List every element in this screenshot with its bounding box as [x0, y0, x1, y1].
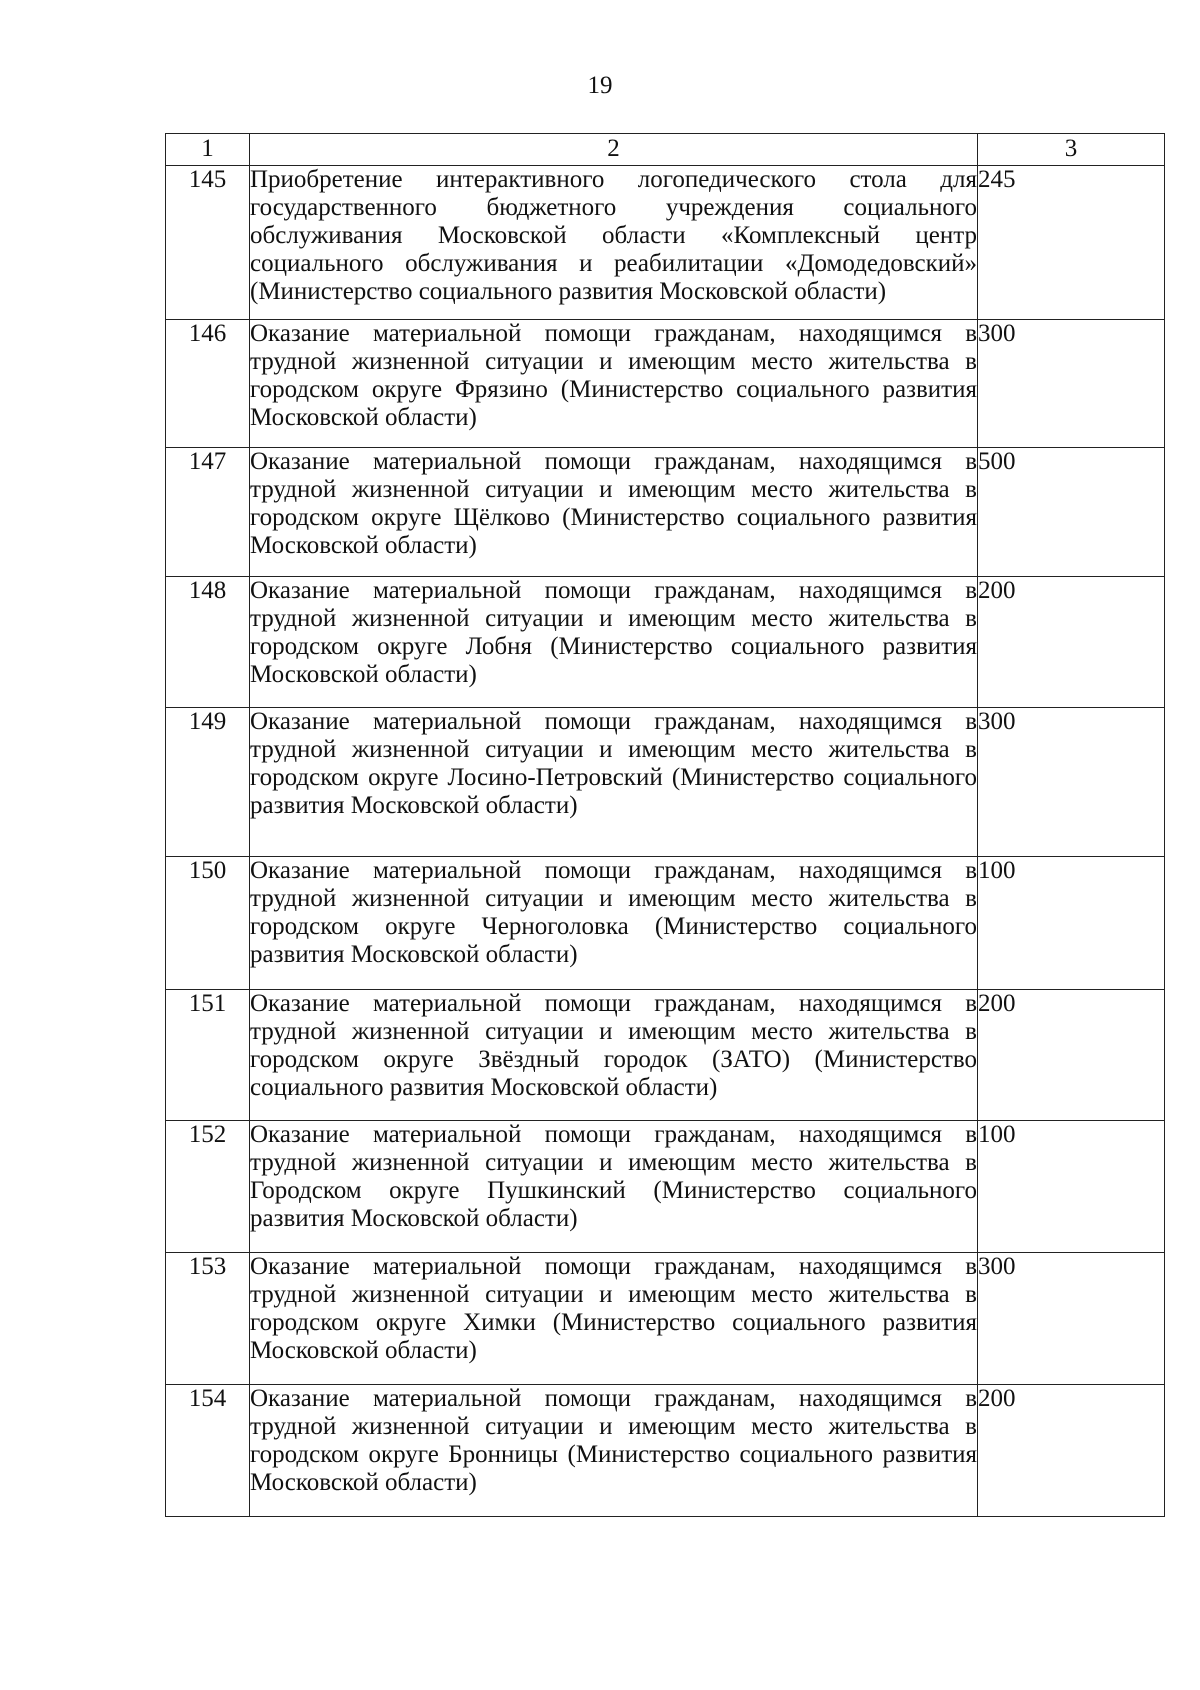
row-amount: 245: [978, 166, 1165, 320]
table-row: [166, 857, 1165, 990]
row-description: Оказание материальной помощи гражданам, находящимся в трудной жизненной ситуации и имеющим место жительства в городском округе Щёлково (Министерство социального развития Московской области): [250, 448, 978, 577]
table-header-row: [166, 134, 1165, 166]
row-amount: 500: [978, 448, 1165, 577]
table-row: [166, 1385, 1165, 1517]
document-table: [165, 133, 1165, 1517]
row-number: 148: [166, 577, 250, 708]
row-amount: 300: [978, 1253, 1165, 1385]
page-number: 19: [587, 72, 613, 99]
row-description: Оказание материальной помощи гражданам, находящимся в трудной жизненной ситуации и имеющим место жительства в городском округе Черноголовка (Министерство социального развития Московской области): [250, 857, 978, 990]
row-number: 154: [166, 1385, 250, 1517]
row-amount: 300: [978, 708, 1165, 857]
header-cell-description: 2: [250, 134, 978, 166]
row-number: 152: [166, 1121, 250, 1253]
row-amount: 100: [978, 1121, 1165, 1253]
row-number: 146: [166, 320, 250, 448]
table-row: [166, 1253, 1165, 1385]
row-number: 149: [166, 708, 250, 857]
row-description: Оказание материальной помощи гражданам, находящимся в трудной жизненной ситуации и имеющим место жительства в городском округе Лобня (Министерство социального развития Московской области): [250, 577, 978, 708]
header-cell-number: 1: [166, 134, 250, 166]
row-number: 153: [166, 1253, 250, 1385]
row-description: Оказание материальной помощи гражданам, находящимся в трудной жизненной ситуации и имеющим место жительства в Городском округе Пушкинский (Министерство социального развития Московской области): [250, 1121, 978, 1253]
row-number: 147: [166, 448, 250, 577]
table-row: [166, 320, 1165, 448]
table-row: [166, 708, 1165, 857]
table-row: [166, 448, 1165, 577]
row-amount: 200: [978, 990, 1165, 1121]
row-description: Оказание материальной помощи гражданам, находящимся в трудной жизненной ситуации и имеющим место жительства в городском округе Бронницы (Министерство социального развития Московской области): [250, 1385, 978, 1517]
row-description: Приобретение интерактивного логопедического стола для государственного бюджетного учреждения социального обслуживания Московской области «Комплексный центр социального обслуживания и реабилитации «Домодедовский» (Министерство социального развития Московской области): [250, 166, 978, 320]
row-amount: 100: [978, 857, 1165, 990]
table-row: [166, 166, 1165, 320]
row-number: 145: [166, 166, 250, 320]
table-row: [166, 990, 1165, 1121]
row-amount: 300: [978, 320, 1165, 448]
table-row: [166, 577, 1165, 708]
header-cell-amount: 3: [978, 134, 1165, 166]
row-amount: 200: [978, 1385, 1165, 1517]
row-number: 150: [166, 857, 250, 990]
row-amount: 200: [978, 577, 1165, 708]
row-number: 151: [166, 990, 250, 1121]
row-description: Оказание материальной помощи гражданам, находящимся в трудной жизненной ситуации и имеющим место жительства в городском округе Фрязино (Министерство социального развития Московской области): [250, 320, 978, 448]
row-description: Оказание материальной помощи гражданам, находящимся в трудной жизненной ситуации и имеющим место жительства в городском округе Лосино-Петровский (Министерство социального развития Московской области): [250, 708, 978, 857]
table-row: [166, 1121, 1165, 1253]
row-description: Оказание материальной помощи гражданам, находящимся в трудной жизненной ситуации и имеющим место жительства в городском округе Химки (Министерство социального развития Московской области): [250, 1253, 978, 1385]
row-description: Оказание материальной помощи гражданам, находящимся в трудной жизненной ситуации и имеющим место жительства в городском округе Звёздный городок (ЗАТО) (Министерство социального развития Московской области): [250, 990, 978, 1121]
